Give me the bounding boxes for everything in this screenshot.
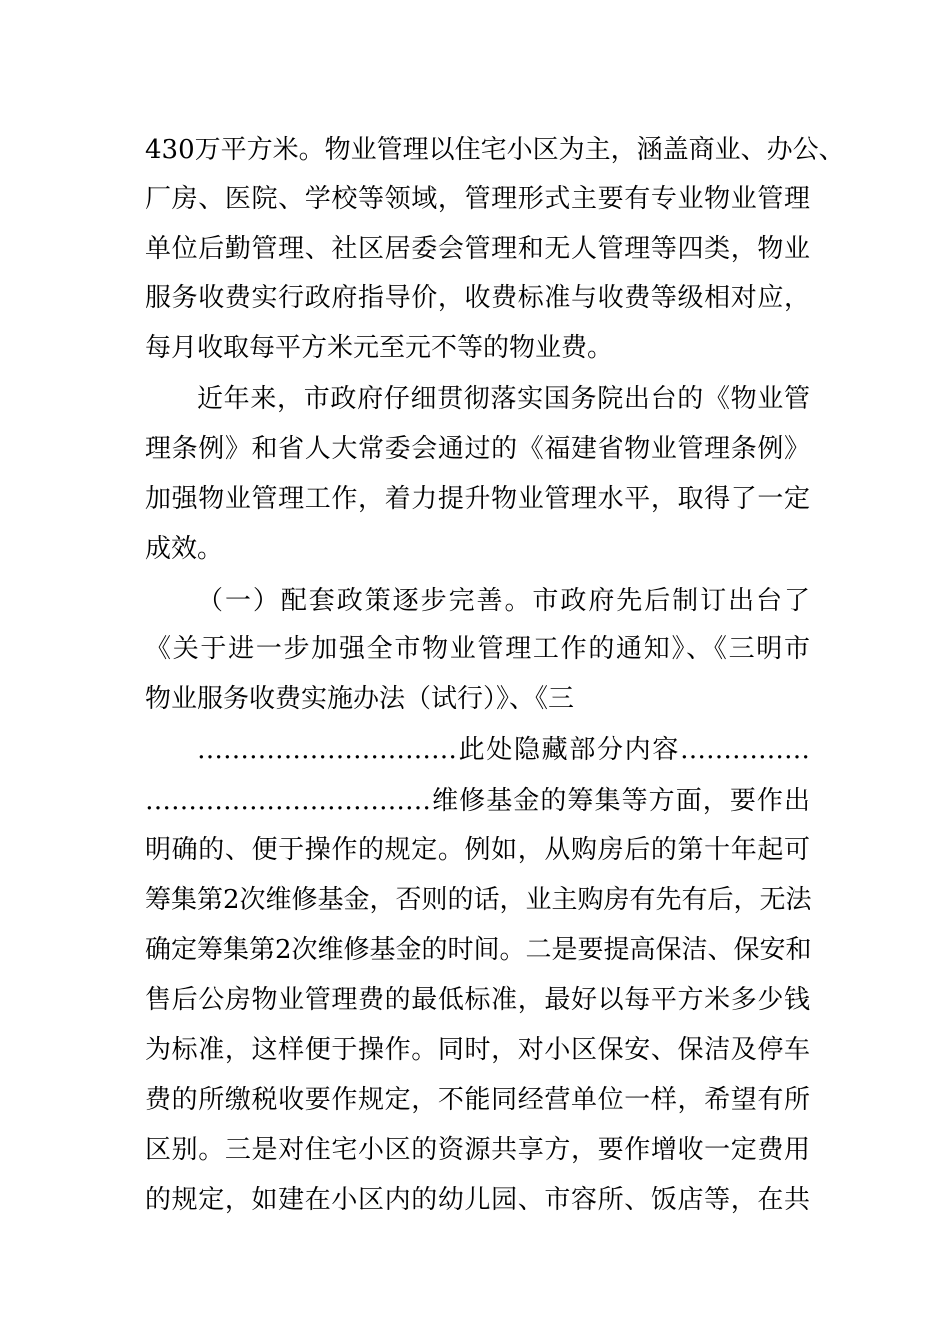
text-line: 明确的、便于操作的规定。例如，从购房后的第十年起可: [145, 835, 810, 865]
text-line: 费的所缴税收要作规定，不能同经营单位一样，希望有所: [145, 1085, 810, 1115]
text-line: 加强物业管理工作，着力提升物业管理水平，取得了一定: [145, 484, 810, 514]
hidden-content-notice: …………………………此处隐藏部分内容……………: [197, 735, 810, 765]
text-line: 单位后勤管理、社区居委会管理和无人管理等四类，物业: [145, 234, 810, 264]
paragraph-first-line: 近年来，市政府仔细贯彻落实国务院出台的《物业管: [197, 384, 810, 414]
text-line: 区别。三是对住宅小区的资源共享方，要作增收一定费用: [145, 1135, 810, 1165]
text-line: 《关于进一步加强全市物业管理工作的通知》、《三明市: [145, 634, 810, 664]
text-line: 确定筹集第2次维修基金的时间。二是要提高保洁、保安和: [145, 935, 812, 965]
paragraph-first-line: （一）配套政策逐步完善。市政府先后制订出台了: [197, 586, 810, 616]
text-line: 的规定，如建在小区内的幼儿园、市容所、饭店等，在共: [145, 1185, 810, 1215]
text-line: 理条例》和省人大常委会通过的《福建省物业管理条例》: [145, 434, 810, 464]
text-line: 成效。: [145, 534, 224, 564]
text-line: 物业服务收费实施办法（试行）》、《三: [145, 684, 575, 714]
text-line: 筹集第2次维修基金，否则的话，业主购房有先有后，无法: [145, 885, 812, 915]
text-line: 为标准，这样便于操作。同时，对小区保安、保洁及停车: [145, 1035, 810, 1065]
text-line: 售后公房物业管理费的最低标准，最好以每平方米多少钱: [145, 985, 810, 1015]
text-line: 服务收费实行政府指导价，收费标准与收费等级相对应，: [145, 283, 810, 313]
text-line: 厂房、医院、学校等领域，管理形式主要有专业物业管理: [145, 184, 810, 214]
text-line: 每月收取每平方米元至元不等的物业费。: [145, 333, 614, 363]
text-line: ……………………………维修基金的筹集等方面，要作出: [145, 786, 810, 816]
text-line: 430万平方米。物业管理以住宅小区为主，涵盖商业、办公、: [145, 135, 845, 165]
